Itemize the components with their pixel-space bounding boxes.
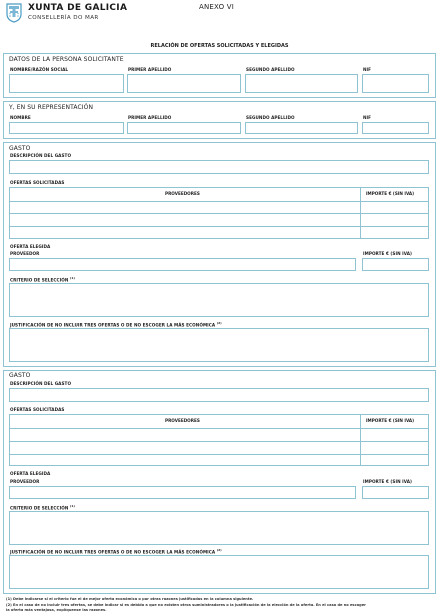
- justification-field[interactable]: [9, 328, 429, 362]
- justification-label: JUSTIFICACIÓN DE NO INCLUIR TRES OFERTAS O DE NO ESCOGER LA MÁS ECONÓMICA $^{(2)}$: [10, 321, 222, 328]
- chosen-amount-label: IMPORTE € (SIN IVA): [363, 479, 413, 484]
- footnote-1: (1) Debe indicarse si el criterio fue el de mejor oferta económica o por otras razones justificadas en la columna siguiente.: [6, 597, 254, 601]
- selection-criteria-label: CRITERIO DE SELECCIÓN $^{(1)}$: [10, 276, 75, 283]
- selection-criteria-field[interactable]: [9, 283, 429, 317]
- expense-heading: GASTO: [9, 145, 31, 152]
- representative-surname1-label: PRIMER APELLIDO: [128, 115, 172, 120]
- chosen-amount-label: IMPORTE € (SIN IVA): [363, 251, 413, 256]
- selection-criteria-field[interactable]: [9, 511, 429, 545]
- expense-description-label: DESCRIPCIÓN DEL GASTO: [10, 381, 72, 386]
- table-row[interactable]: [10, 454, 428, 455]
- table-row[interactable]: [10, 201, 428, 202]
- representative-name-label: NOMBRE: [10, 115, 31, 120]
- representative-surname1-field[interactable]: [127, 122, 241, 134]
- logo-title: XUNTA DE GALICIA: [28, 3, 128, 13]
- offers-requested-heading: OFERTAS SOLICITADAS: [10, 407, 65, 412]
- representative-nif-field[interactable]: [362, 122, 429, 134]
- applicant-heading: DATOS DE LA PERSONA SOLICITANTE: [9, 56, 124, 63]
- selection-criteria-label: CRITERIO DE SELECCIÓN $^{(1)}$: [10, 504, 75, 511]
- representative-heading: Y, EN SU REPRESENTACIÓN: [9, 104, 94, 111]
- representative-nif-label: NIF: [363, 115, 372, 120]
- supplier-field[interactable]: [9, 486, 356, 499]
- table-row[interactable]: [10, 441, 428, 442]
- galicia-crest-logo: [6, 3, 22, 23]
- expense-description-field[interactable]: [9, 388, 429, 402]
- supplier-label: PROVEEDOR: [10, 251, 40, 256]
- table-row[interactable]: [10, 226, 428, 227]
- justification-label: JUSTIFICACIÓN DE NO INCLUIR TRES OFERTAS O DE NO ESCOGER LA MÁS ECONÓMICA $^{(2)}$: [10, 548, 222, 555]
- chosen-amount-field[interactable]: [362, 258, 429, 271]
- supplier-field[interactable]: [9, 258, 356, 271]
- annex-label: ANEXO VI: [199, 3, 234, 11]
- representative-name-field[interactable]: [9, 122, 124, 134]
- supplier-label: PROVEEDOR: [10, 479, 40, 484]
- offers-requested-heading: OFERTAS SOLICITADAS: [10, 180, 65, 185]
- applicant-surname2-field[interactable]: [245, 74, 358, 93]
- applicant-surname1-field[interactable]: [127, 74, 241, 93]
- suppliers-column-header: PROVEEDORES: [165, 418, 200, 423]
- chosen-amount-field[interactable]: [362, 486, 429, 499]
- table-row[interactable]: [10, 428, 428, 429]
- footnote-2: (2) En el caso de no incluir tres ofertas, se debe indicar si es debido a que no existen otros suministradores o la justificación de la elección de la oferta. En el caso de no escoger: [6, 603, 366, 607]
- expense-heading: GASTO: [9, 372, 31, 379]
- applicant-nif-field[interactable]: [362, 74, 429, 93]
- representative-surname2-label: SEGUNDO APELLIDO: [246, 115, 295, 120]
- suppliers-column-header: PROVEEDORES: [165, 191, 200, 196]
- applicant-nif-label: NIF: [363, 67, 372, 72]
- document-title: RELACIÓN DE OFERTAS SOLICITADAS Y ELEGIDAS: [150, 43, 289, 49]
- applicant-name-label: NOMBRE/RAZÓN SOCIAL: [10, 67, 69, 72]
- applicant-surname1-label: PRIMER APELLIDO: [128, 67, 172, 72]
- representative-surname2-field[interactable]: [245, 122, 358, 134]
- amount-column-header: IMPORTE € (SIN IVA): [366, 191, 415, 196]
- table-row[interactable]: [10, 213, 428, 214]
- applicant-name-field[interactable]: [9, 74, 124, 93]
- footnote-2-continued: la oferta más ventajosa, explíquense las razones.: [6, 608, 107, 612]
- expense-description-label: DESCRIPCIÓN DEL GASTO: [10, 153, 72, 158]
- chosen-offer-heading: OFERTA ELEGIDA: [10, 244, 51, 249]
- amount-column-header: IMPORTE € (SIN IVA): [366, 418, 415, 423]
- chosen-offer-heading: OFERTA ELEGIDA: [10, 471, 51, 476]
- applicant-surname2-label: SEGUNDO APELLIDO: [246, 67, 295, 72]
- logo-subtitle: CONSELLERÍA DO MAR: [28, 15, 99, 21]
- justification-field[interactable]: [9, 555, 429, 589]
- expense-description-field[interactable]: [9, 160, 429, 174]
